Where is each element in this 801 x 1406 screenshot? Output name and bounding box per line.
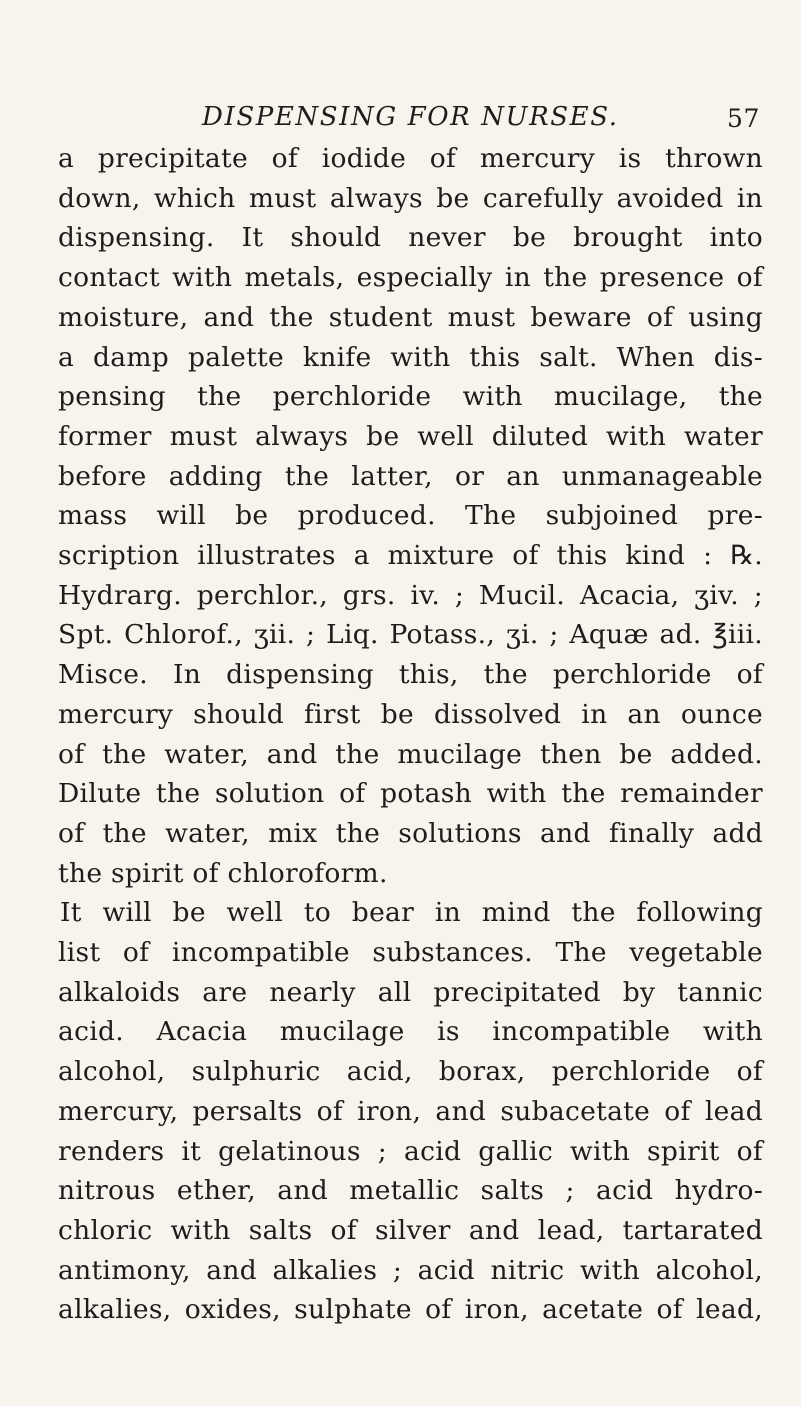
text-line: former must always be well diluted with water [58, 420, 763, 452]
text-line: of the water, and the mucilage then be added. [58, 738, 763, 770]
text-line-paragraph-end: the spirit of chloroform. [58, 857, 388, 889]
text-line: scription illustrates a mixture of this kind : ℞. [58, 540, 763, 572]
text-line: a damp palette knife with this salt. When dis- [58, 341, 763, 373]
text-line: Hydrarg. perchlor., grs. iv. ; Mucil. Acacia, ʒiv. ; [58, 579, 763, 611]
text-line: renders it gelatinous ; acid gallic with spirit of [58, 1135, 763, 1167]
text-line: contact with metals, especially in the presence of [58, 262, 763, 294]
text-line: Dilute the solution of potash with the remainder [58, 778, 763, 810]
text-line: alkalies, oxides, sulphate of iron, acetate of lead, [58, 1294, 763, 1326]
text-line: nitrous ether, and metallic salts ; acid hydro- [58, 1175, 763, 1207]
running-head [60, 84, 760, 134]
text-line: dispensing. It should never be brought into [58, 222, 763, 254]
text-line: antimony, and alkalies ; acid nitric with alcohol, [58, 1254, 763, 1286]
text-line: Misce. In dispensing this, the perchloride of [58, 659, 763, 691]
text-line: moisture, and the student must beware of using [58, 301, 763, 333]
text-line: down, which must always be carefully avoided in [58, 182, 763, 214]
text-line: mercury should first be dissolved in an ounce [58, 698, 763, 730]
text-line: chloric with salts of silver and lead, tartarated [58, 1214, 763, 1246]
page-number: 57 [726, 104, 760, 133]
text-line: before adding the latter, or an unmanageable [58, 460, 763, 492]
text-line: mass will be produced. The subjoined pre- [58, 500, 763, 532]
text-line: a precipitate of iodide of mercury is thrown [58, 143, 763, 174]
text-line: mercury, persalts of iron, and subacetate of lead [58, 1095, 763, 1127]
text-line-paragraph-start: It will be well to bear in mind the following [60, 897, 763, 929]
text-line: alkaloids are nearly all precipitated by tannic [58, 976, 763, 1008]
text-line: pensing the perchloride with mucilage, the [58, 381, 763, 413]
text-line: Spt. Chlorof., ʒii. ; Liq. Potass., ʒi. ; Aquæ ad. ℥iii. [58, 619, 763, 651]
text-line: alcohol, sulphuric acid, borax, perchloride of [58, 1056, 763, 1088]
text-line: acid. Acacia mucilage is incompatible with [58, 1016, 763, 1048]
running-title: DISPENSING FOR NURSES. [202, 102, 619, 132]
body-text [58, 139, 763, 1330]
text-line: list of incompatible substances. The vegetable [58, 937, 763, 969]
text-line: of the water, mix the solutions and finally add [58, 817, 763, 849]
